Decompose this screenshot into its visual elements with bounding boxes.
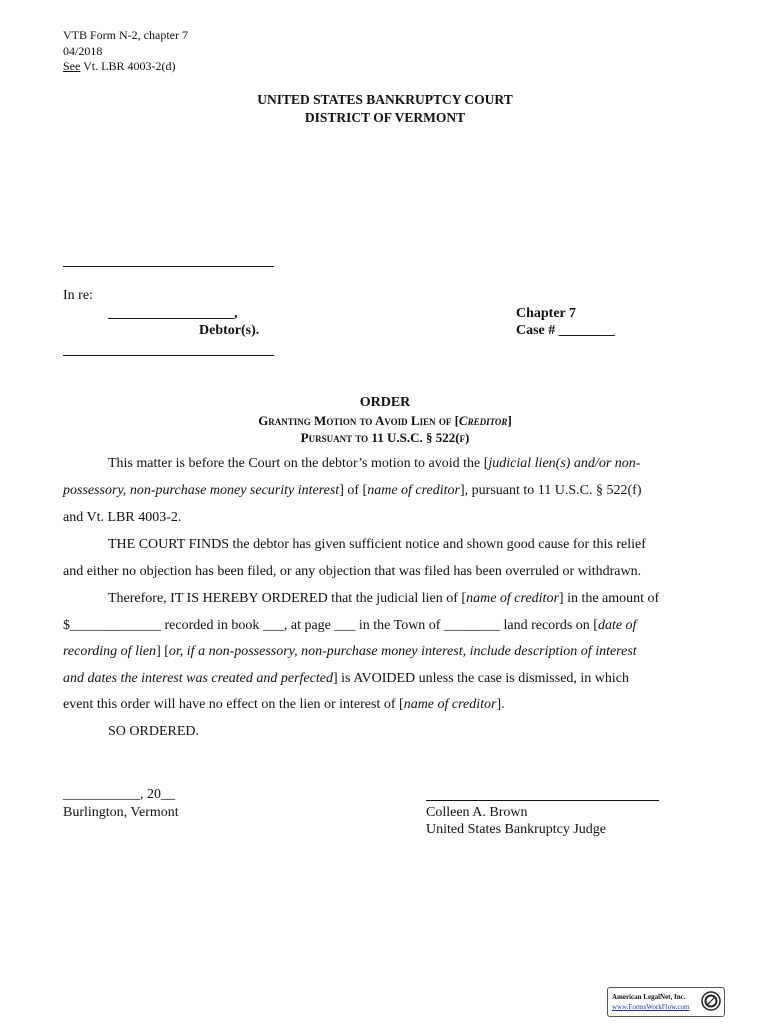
text: ], pursuant to 11 U.S.C. § 522(f) <box>460 483 642 498</box>
form-date: 04/2018 <box>63 43 103 58</box>
text: This matter is before the Court on the debtor’s motion to avoid the [ <box>108 456 489 471</box>
rule-reference: Vt. LBR 4003-2(d) <box>80 59 176 73</box>
case-number: Case # ________ <box>516 323 615 338</box>
debtor-label: Debtor(s). <box>199 323 260 338</box>
american-legalnet-logo[interactable] <box>607 987 725 1017</box>
paragraph-2-line-2: and either no objection has been filed, or any objection that was filed has been overruled or withdrawn. <box>63 564 642 579</box>
date-line: ___________, 20__ <box>63 787 175 802</box>
italic-text: judicial lien(s) and/or non- <box>488 456 641 471</box>
form-header <box>63 28 188 75</box>
paragraph-1-line-1 <box>108 456 640 472</box>
italic-text: name of creditor <box>466 591 559 606</box>
paragraph-3-line-1 <box>108 591 659 607</box>
text: ] of [ <box>339 483 368 498</box>
order-subtitle-2: Pursuant to 11 U.S.C. § 522(f) <box>300 430 470 445</box>
italic-text: possessory, non-purchase money security interest <box>63 483 340 498</box>
paragraph-1-line-3: and Vt. LBR 4003-2. <box>63 510 182 525</box>
text: ] is AVOIDED unless the case is dismissed, in which <box>332 671 630 686</box>
signature-line <box>426 800 659 801</box>
order-subtitle-1 <box>0 413 770 429</box>
italic-text: name of creditor <box>367 483 461 498</box>
text: event this order will have no effect on the lien or interest of [ <box>63 697 404 712</box>
judge-name: Colleen A. Brown <box>426 805 528 820</box>
text: Therefore, IT IS HEREBY ORDERED that the judicial lien of [ <box>108 591 467 606</box>
see-word: See <box>63 59 81 73</box>
logo-company: American LegalNet, Inc. <box>612 993 686 1001</box>
italic-text: recording of lien <box>63 644 157 659</box>
italic-text: or, if a non-possessory, non-purchase money interest, include description of interest <box>168 644 637 659</box>
subtitle-text: Granting Motion to Avoid Lien of [ <box>258 413 459 428</box>
text: $_____________ recorded in book ___, at page ___ in the Town of ________ land records on [ <box>63 618 598 633</box>
paragraph-3-line-4 <box>63 671 629 687</box>
legalnet-seal-icon <box>701 991 721 1011</box>
order-title: ORDER <box>359 395 411 410</box>
form-id: VTB Form N-2, chapter 7 <box>63 28 188 42</box>
debtor-name-blank: __________________, <box>108 306 238 321</box>
italic-text: and dates the interest was created and perfected <box>63 671 333 686</box>
signing-place: Burlington, Vermont <box>63 805 179 820</box>
paragraph-3-line-2 <box>63 618 636 634</box>
judge-title: United States Bankruptcy Judge <box>426 822 607 837</box>
text: ]. <box>496 697 505 712</box>
caption-bottom-rule <box>63 355 274 356</box>
paragraph-2-line-1: THE COURT FINDS the debtor has given sufficient notice and shown good cause for this relief <box>108 537 646 552</box>
subtitle-bracket: ] <box>507 413 512 428</box>
text: ] [ <box>156 644 169 659</box>
in-re-label: In re: <box>63 288 93 303</box>
chapter-label: Chapter 7 <box>516 306 577 321</box>
paragraph-3-line-5 <box>63 697 505 713</box>
paragraph-3-line-3 <box>63 644 637 660</box>
italic-text: date of <box>597 618 637 633</box>
court-district: DISTRICT OF VERMONT <box>304 110 466 125</box>
text: ] in the amount of <box>558 591 660 606</box>
form-reference <box>63 59 188 75</box>
court-name: UNITED STATES BANKRUPTCY COURT <box>257 92 513 107</box>
italic-text: name of creditor <box>403 697 497 712</box>
caption-top-rule <box>63 266 274 267</box>
subtitle-creditor: Creditor <box>458 413 508 428</box>
logo-url[interactable]: www.FormsWorkFlow.com <box>612 1003 690 1011</box>
so-ordered: SO ORDERED. <box>108 724 200 739</box>
paragraph-1-line-2 <box>63 483 641 499</box>
